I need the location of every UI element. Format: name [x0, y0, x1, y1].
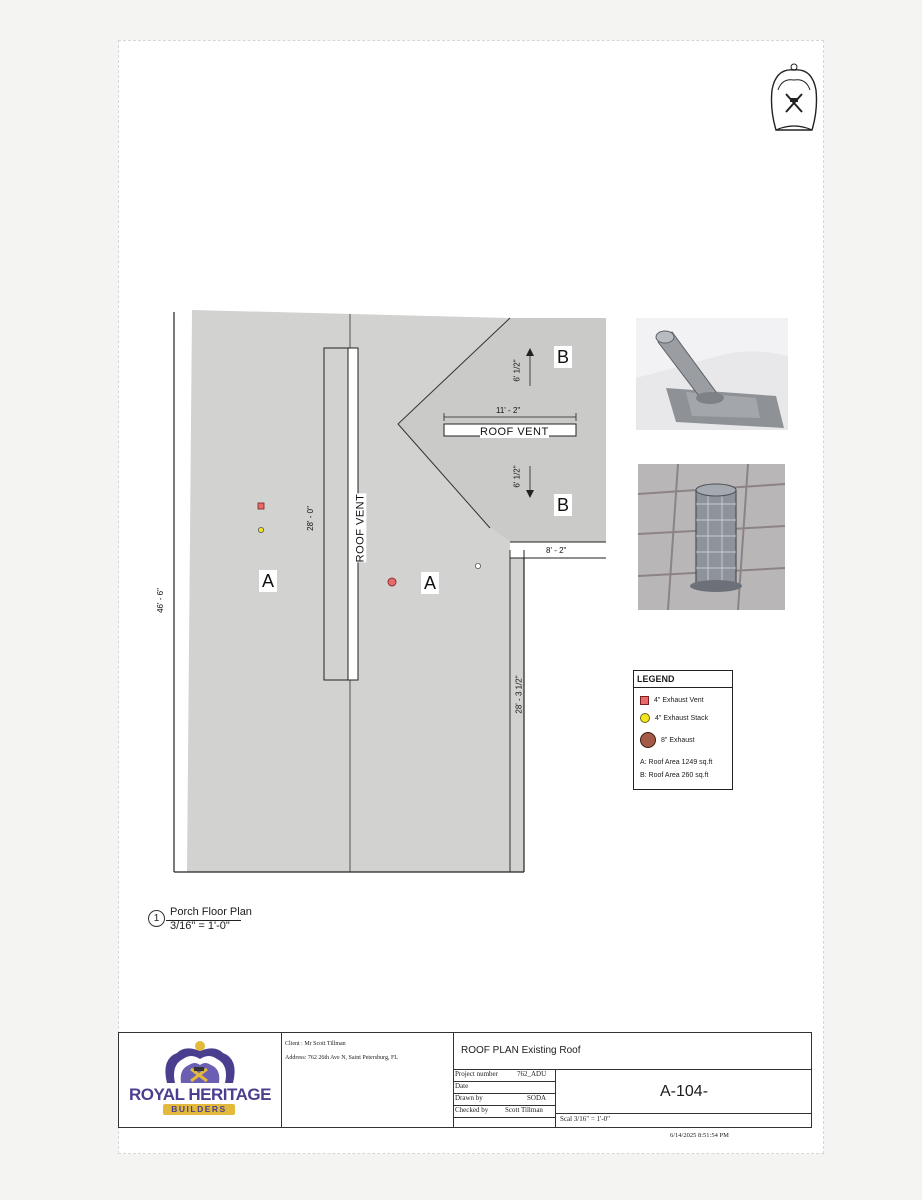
exhaust-stack-marker-2 [475, 563, 480, 568]
legend-area-b: B: Roof Area 260 sq.ft [640, 772, 709, 779]
roof-vent-label-vertical: ROOF VENT [354, 493, 367, 563]
area-a-label-left: A [259, 570, 277, 592]
client-name: Client : Mr Scott Tillman [285, 1041, 346, 1047]
caption-number: 1 [148, 910, 165, 927]
exhaust-stack-marker [258, 527, 263, 532]
legend-area-a: A: Roof Area 1249 sq.ft [640, 759, 713, 766]
title-block-main [453, 1033, 811, 1127]
drawing-title: ROOF PLAN Existing Roof [461, 1045, 581, 1056]
legend-item-exhaust-vent [640, 696, 704, 705]
dim-notch-width: 8' - 2" [546, 546, 567, 555]
brand-logo [119, 1033, 282, 1127]
legend-item-label: 8" Exhaust [661, 736, 695, 744]
scale-cell [555, 1113, 812, 1127]
legend-box [633, 670, 733, 790]
sheet-number-cell [555, 1069, 812, 1114]
dim-right-lower: 28' - 3 1/2" [514, 675, 524, 714]
roof-vent-label-horizontal: ROOF VENT [480, 426, 549, 438]
print-timestamp: 6/14/2025 8:51:54 PM [670, 1132, 729, 1139]
checked-by-label: Checked by [455, 1106, 489, 1114]
date-label: Date [455, 1082, 469, 1090]
exhaust-stack-photo [638, 464, 785, 610]
checked-by-row [453, 1105, 555, 1118]
client-address: Address: 762 26th Ave N, Saint Petersburg, FL [285, 1055, 398, 1061]
legend-item-label: 4" Exhaust Stack [655, 714, 709, 722]
brand-name: ROYAL HERITAGE [129, 1085, 271, 1104]
exhaust-vent-marker [258, 503, 264, 509]
client-info [281, 1033, 454, 1127]
project-number-value: 762_ADU [517, 1070, 547, 1078]
dim-ridge: 11' - 2" [496, 406, 521, 415]
yellow-dot-icon [640, 713, 650, 723]
legend-title: LEGEND [634, 671, 732, 688]
title-block [118, 1032, 812, 1128]
crown-icon [161, 1039, 239, 1085]
sheet-number: A-104- [660, 1083, 709, 1100]
legend-item-label: 4" Exhaust Vent [654, 697, 704, 704]
caption-title: Porch Floor Plan [170, 906, 252, 918]
brand-subtitle: BUILDERS [163, 1104, 235, 1115]
area-a-label-right: A [421, 572, 439, 594]
scale-text: Scal 3/16" = 1'-0" [560, 1115, 611, 1123]
crown-logo-icon [768, 60, 820, 144]
drawn-by-value: SODA [527, 1094, 547, 1102]
legend-item-8in-exhaust [640, 732, 695, 748]
area-b-label-top: B [554, 346, 572, 368]
legend-item-exhaust-stack [640, 713, 708, 723]
caption-scale: 3/16" = 1'-0" [170, 920, 230, 932]
brown-circle-icon [640, 732, 656, 748]
dim-bottom-b: 6' 1/2" [512, 465, 522, 488]
exhaust-8in-marker [388, 578, 396, 586]
dim-left-vent: 28' - 0" [305, 506, 315, 531]
drawing-title-cell [453, 1033, 811, 1070]
project-number-label: Project number [455, 1070, 498, 1078]
roof-vent-pipe-photo [636, 318, 788, 430]
area-b-label-bottom: B [554, 494, 572, 516]
dim-overall-height: 46' - 6" [155, 588, 165, 613]
dim-top-b: 6' 1/2" [512, 359, 522, 382]
roof-plan-drawing [160, 300, 620, 890]
checked-by-value: Scott Tillman [505, 1106, 543, 1114]
drawn-by-label: Drawn by [455, 1094, 483, 1102]
red-square-icon [640, 696, 649, 705]
